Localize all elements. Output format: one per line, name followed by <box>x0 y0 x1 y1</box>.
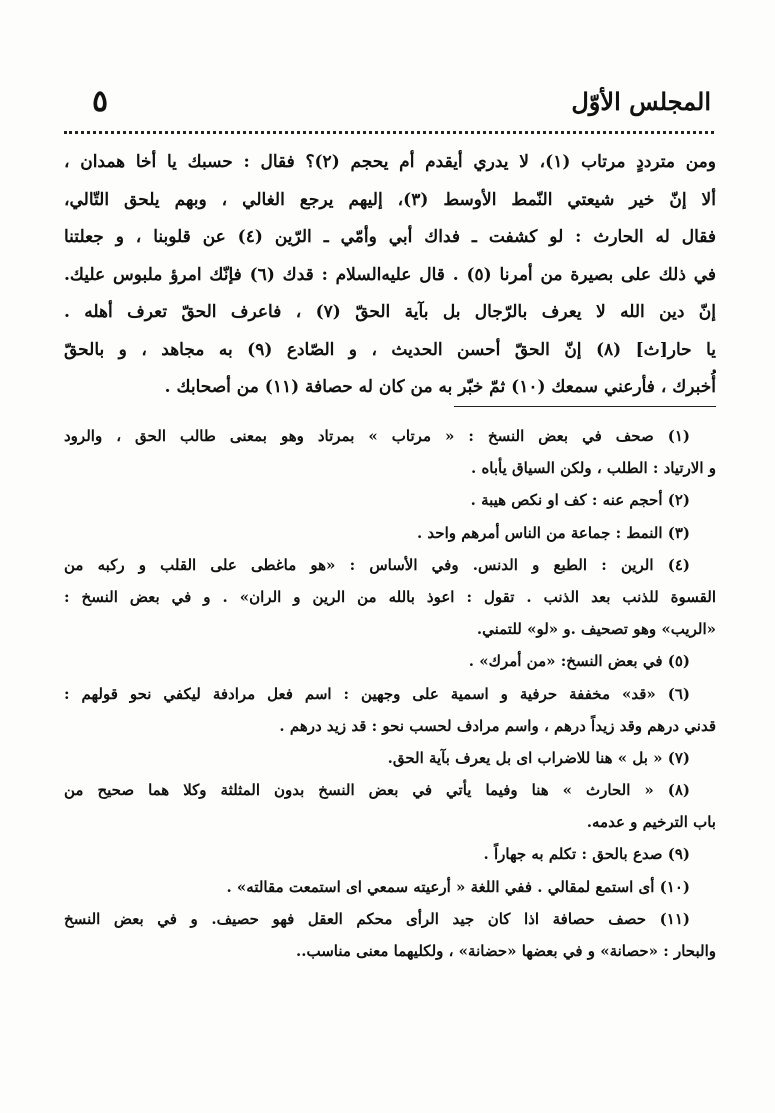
footnote-line: و الارتياد : الطلب ، ولكن السياق يأباه . <box>471 459 716 478</box>
main-text-line: أُخبرك ، فأرعني سمعك (١٠) ثمّ خبّر به من كان له حصافة (١١) من أصحابك . <box>164 377 716 397</box>
page-header <box>60 82 711 126</box>
main-text-line: ألا إنّ خير شيعتي النّمط الأوسط (٣)، إليهم يرجع الغالي ، وبهم يلحق التّالي، <box>64 189 716 210</box>
footnote-line: (٦) «قد» مخففة حرفية و اسمية على وجهين : اسم فعل مرادفة ليكفي نحو قولهم : <box>64 684 690 703</box>
footnote-line: (١) صحف في بعض النسخ : « مرتاب » بمرتاد وهو بمعنى طالب الحق ، والرود <box>64 427 690 445</box>
footnote-line: (١٠) أى استمع لمقالي . ففي اللغة « أرعيته سمعي اى استمعت مقالته» . <box>226 877 690 896</box>
main-text-body <box>64 144 716 407</box>
footnote-divider <box>454 406 716 407</box>
footnote-line: والبحار : «حصانة» و في بعضها «حضانة» ، ولكليهما معنى مناسب.. <box>296 942 716 960</box>
footnote-line: (٨) « الحارث » هنا وفيما يأتي في بعض النسخ بدون المثلثة وكلا هما صحيح من <box>64 781 690 800</box>
main-text-line: إنّ دين الله لا يعرف بالرّجال بل بآية الحقّ (٧) ، فاعرف الحقّ تعرف أهله . <box>64 302 716 322</box>
footnote-line: (٧) « بل » هنا للاضراب اى بل يعرف بآية الحق. <box>387 748 690 767</box>
footnote-line: باب الترخيم و عدمه. <box>586 813 716 832</box>
footnote-line: (٩) صدع بالحق : تكلم به جهاراً . <box>483 845 690 864</box>
footnote-line: قدني درهم وقد زيداً درهم ، واسم مرادف لحسب نحو : قد زيد درهم . <box>279 716 716 735</box>
main-text-line: فقال له الحارث : لو كشفت ـ فداك أبي وأمّي ـ الرّين (٤) عن قلوبنا ، و جعلتنا <box>64 227 716 247</box>
main-text-line: في ذلك على بصيرة من أمرنا (٥) . قال عليه‌السلام : قدك (٦) فإنّك امرؤ ملبوس عليك. <box>64 264 716 285</box>
footnote-line: (٤) الرين : الطبع و الدنس. وفي الأساس : «هو ماغطى على القلب و ركبه من <box>64 555 690 574</box>
footnote-line: (١١) حصف حصافة اذا كان جيد الرأى محكم العقل فهو حصيف. و في بعض النسخ <box>64 909 690 928</box>
main-text-line: يا حار[ث] (٨) إنّ الحقّ أحسن الحديث ، و الصّادع (٩) به مجاهد ، و بالحقّ <box>64 339 716 360</box>
page-number: ٥ <box>92 84 109 119</box>
footnote-line: (٥) في بعض النسخ: «من أمرك» . <box>468 652 690 671</box>
chapter-title: المجلس الأوّل <box>571 87 711 116</box>
header-divider <box>64 131 714 134</box>
footnote-line: (٢) أحجم عنه : كف او نكص هيبة . <box>470 491 690 510</box>
footnote-line: (٣) النمط : جماعة من الناس أمرهم واحد . <box>416 523 690 542</box>
footnote-line: القسوة للذنب بعد الذنب . تقول : اعوذ بالله من الرين و الران» . و في بعض النسخ : <box>64 587 716 606</box>
main-text-line: ومن مترددٍ مرتاب (١)، لا يدري أيقدم أم يحجم (٢)؟ فقال : حسبك يا أخا همدان ، <box>64 152 716 172</box>
footnote-line: «الريب» وهو تصحيف .و «لو» للتمني. <box>476 620 716 639</box>
footnotes-section <box>64 420 716 967</box>
